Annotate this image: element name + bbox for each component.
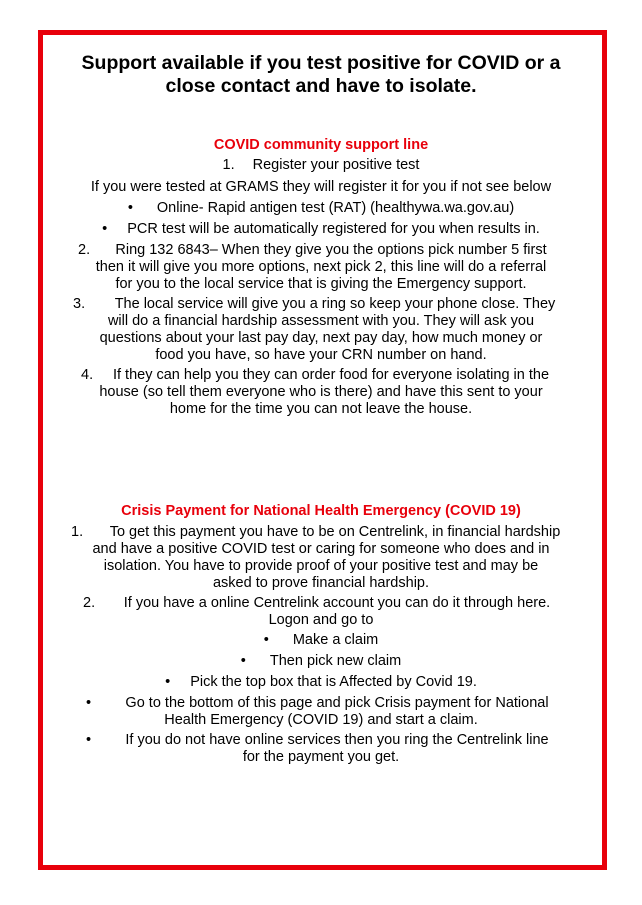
- bullet-top-box: [0, 674, 642, 691]
- bullet-icon: •: [86, 732, 92, 748]
- bullet-line: for the payment you get.: [242, 749, 400, 765]
- list-marker: 3.: [73, 296, 86, 312]
- list-item-line: asked to prove financial hardship.: [212, 575, 430, 591]
- bullet-icon: •: [127, 200, 133, 216]
- bullet-make-claim: [0, 632, 642, 649]
- list-item-line: The local service will give you a ring so keep your phone close. They: [114, 296, 556, 312]
- bullet-text: Make a claim: [292, 632, 379, 648]
- grams-note: If you were tested at GRAMS they will register it for you if not see below: [90, 179, 552, 195]
- bullet-line: Go to the bottom of this page and pick Crisis payment for National: [125, 695, 549, 711]
- list-item-line: home for the time you can not leave the house.: [169, 401, 473, 417]
- page-title-line-2: close contact and have to isolate.: [165, 75, 477, 97]
- page-title: [0, 52, 642, 98]
- list-item-line: Logon and go to: [268, 612, 374, 628]
- list-item-line: If they can help you they can order food for everyone isolating in the: [112, 367, 550, 383]
- list-marker: 2.: [83, 595, 96, 611]
- list-item-line: then it will give you more options, next pick 2, this line will do a referral: [95, 259, 547, 275]
- section-heading-community-support: COVID community support line: [213, 137, 429, 153]
- list-item-line: To get this payment you have to be on Centrelink, in financial hardship: [109, 524, 561, 540]
- bullet-text: Pick the top box that is Affected by Covid 19.: [190, 674, 477, 690]
- list-marker: 1.: [71, 524, 84, 540]
- page-title-line-1: Support available if you test positive for COVID or a: [81, 52, 561, 74]
- bullet-new-claim: [0, 653, 642, 670]
- list-item-line: for you to the local service that is giving the Emergency support.: [115, 276, 527, 292]
- list-marker: 2.: [78, 242, 91, 258]
- bullet-text: PCR test will be automatically registered for you when results in.: [127, 221, 540, 237]
- bullet-text: Online- Rapid antigen test (RAT) (healthywa.wa.gov.au): [156, 200, 515, 216]
- bullet-line: Health Emergency (COVID 19) and start a claim.: [164, 712, 478, 728]
- list-item-text: Register your positive test: [252, 157, 420, 173]
- bullet-pcr-test: [0, 221, 642, 238]
- list-item-line: will do a financial hardship assessment with you. They will ask you: [107, 313, 535, 329]
- list-marker: 1.: [222, 157, 235, 173]
- list-item-line: If you have a online Centrelink account you can do it through here.: [123, 595, 551, 611]
- bullet-rat-test: [0, 200, 642, 217]
- list-item-line: questions about your last pay day, next pay day, how much money or: [99, 330, 543, 346]
- bullet-icon: •: [86, 695, 92, 711]
- list-item-line: isolation. You have to provide proof of your positive test and may be: [103, 558, 539, 574]
- section-heading-crisis-payment: Crisis Payment for National Health Emergency (COVID 19): [121, 503, 521, 519]
- list-item-line: and have a positive COVID test or caring for someone who does and in: [92, 541, 550, 557]
- bullet-text: Then pick new claim: [269, 653, 402, 669]
- bullet-icon: •: [165, 674, 171, 690]
- bullet-icon: •: [102, 221, 108, 237]
- list-item-register-test: [0, 157, 642, 174]
- list-marker: 4.: [81, 367, 94, 383]
- list-item-line: food you have, so have your CRN number on hand.: [155, 347, 487, 363]
- bullet-icon: •: [240, 653, 246, 669]
- bullet-line: If you do not have online services then you ring the Centrelink line: [125, 732, 549, 748]
- bullet-icon: •: [263, 632, 269, 648]
- list-item-line: Ring 132 6843– When they give you the options pick number 5 first: [115, 242, 547, 258]
- list-item-line: house (so tell them everyone who is there) and have this sent to your: [99, 384, 543, 400]
